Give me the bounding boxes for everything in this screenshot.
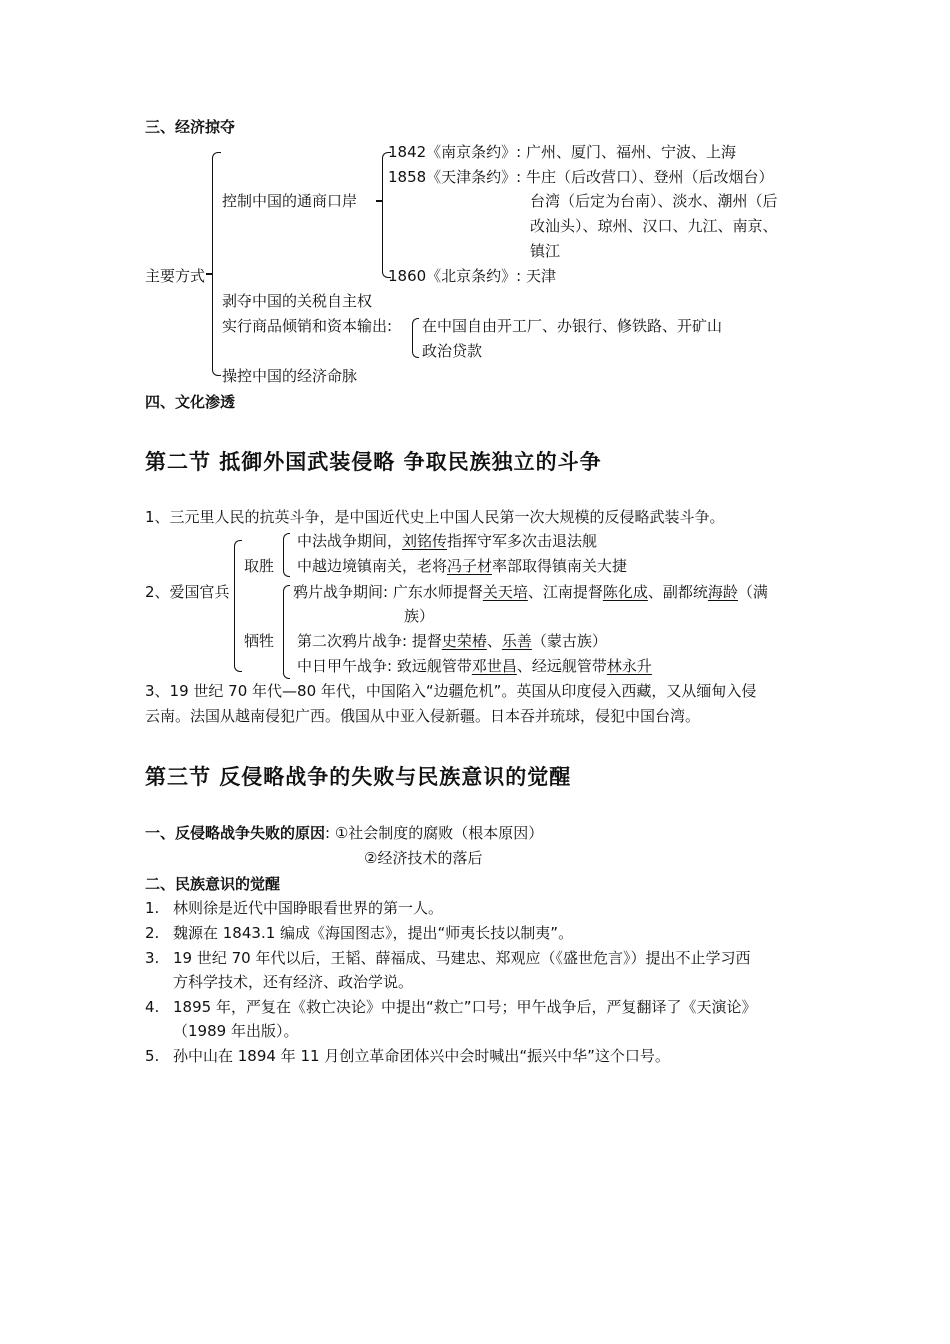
list-item-num: 3. (145, 949, 160, 967)
section-3-title: 第三节 反侵略战争的失败与民族意识的觉醒 (145, 764, 572, 789)
hero-name: 刘铭传 (402, 532, 448, 550)
patriotic-soldiers-label: 2、爱国官兵 (145, 583, 230, 601)
sacrifice-line-1-cont: 族） (404, 607, 435, 625)
paragraph-3-line-1: 3、19 世纪 70 年代—80 年代，中国陷入“边疆危机”。英国从印度侵入西藏，又从缅甸入侵 (145, 682, 757, 700)
text: 、副都统 (647, 583, 708, 601)
list-item: 林则徐是近代中国睁眼看世界的第一人。 (173, 899, 444, 917)
victory-line-2 (297, 556, 627, 576)
list-item: 1895 年，严复在《救亡决论》中提出“救亡”口号；甲午战争后，严复翻译了《天演论》 (173, 998, 757, 1016)
hero-name: 陈化成 (602, 583, 648, 601)
text: （蒙古族） (531, 632, 607, 650)
sacrifice-brace (283, 585, 290, 679)
text: 中越边境镇南关，老将 (297, 557, 448, 575)
dumping-sub-1: 在中国自由开工厂、办银行、修铁路、开矿山 (422, 317, 723, 335)
text: 、江南提督 (527, 583, 603, 601)
sacrifice-line-2 (297, 631, 607, 651)
text: 、经远舰管带 (516, 657, 607, 675)
victory-brace (283, 533, 290, 577)
dumping-item: 实行商品倾销和资本输出: (222, 317, 393, 335)
hero-name: 邓世昌 (471, 657, 517, 675)
hero-name: 冯子材 (447, 557, 493, 575)
sacrifice-line-1 (293, 582, 768, 602)
victory-label: 取胜 (244, 557, 275, 575)
list-item: 魏源在 1843.1 编成《海国图志》，提出“师夷长技以制夷”。 (173, 924, 574, 942)
treaty-tianjin: 1858《天津条约》: 牛庄（后改营口）、登州（后改烟台） (388, 168, 774, 186)
tariff-item: 剥夺中国的关税自主权 (222, 292, 373, 310)
brace-tick (206, 273, 213, 275)
hero-name: 关天培 (482, 583, 528, 601)
sacrifice-label: 牺牲 (244, 632, 275, 650)
soldiers-brace (234, 540, 242, 672)
list-item-cont: （1989 年出版）。 (173, 1022, 299, 1040)
text: 中法战争期间， (297, 532, 403, 550)
treaty-tianjin-line2: 台湾（后定为台南）、淡水、潮州（后 (530, 192, 778, 210)
list-item-num: 1. (145, 899, 160, 917)
failure-reason-2: ②经济技术的落后 (364, 849, 483, 867)
text: （满 (737, 583, 768, 601)
sacrifice-line-3 (297, 656, 652, 676)
text: 指挥守军多次击退法舰 (447, 532, 598, 550)
list-item-num: 5. (145, 1047, 160, 1065)
main-methods-brace (212, 152, 221, 376)
treaty-nanjing: 1842《南京条约》: 广州、厦门、福州、宁波、上海 (388, 143, 736, 161)
paragraph-3-line-2: 云南。法国从越南侵犯广西。俄国从中亚入侵新疆。日本吞并琉球，侵犯中国台湾。 (145, 707, 701, 725)
list-item: 19 世纪 70 年代以后，王韬、薛福成、马建忠、郑观应（《盛世危言》）提出不止学习西 (173, 949, 751, 967)
failure-reasons (145, 823, 543, 843)
hero-name: 史荣椿 (441, 632, 487, 650)
list-item-cont: 方科学技术，还有经济、政治学说。 (173, 973, 414, 991)
text: 第二次鸦片战争: 提督 (297, 632, 442, 650)
main-methods-label: 主要方式 (145, 267, 206, 285)
section-2-title: 第二节 抵御外国武装侵略 争取民族独立的斗争 (145, 449, 602, 474)
hero-name: 海龄 (707, 583, 738, 601)
list-item-num: 2. (145, 924, 160, 942)
hero-name: 林永升 (606, 657, 652, 675)
treaty-tianjin-line4: 镇江 (530, 242, 561, 260)
text: 鸦片战争期间: 广东水师提督 (293, 583, 483, 601)
text: 率部取得镇南关大捷 (492, 557, 628, 575)
awakening-heading: 二、民族意识的觉醒 (145, 875, 281, 893)
section-heading-cultural: 四、文化渗透 (145, 393, 236, 411)
hero-name: 乐善 (501, 632, 532, 650)
list-item: 孙中山在 1894 年 11 月创立革命团体兴中会时喊出“振兴中华”这个口号。 (173, 1047, 670, 1065)
control-item: 操控中国的经济命脉 (222, 367, 358, 385)
dumping-sub-2: 政治贷款 (422, 342, 483, 360)
brace-tick (376, 200, 383, 202)
dumping-brace (412, 318, 419, 358)
paragraph-1: 1、三元里人民的抗英斗争，是中国近代史上中国人民第一次大规模的反侵略武装斗争。 (145, 508, 725, 526)
treaty-tianjin-line3: 改汕头）、琼州、汉口、九江、南京、 (530, 217, 778, 235)
section-heading-economic-plunder: 三、经济掠夺 (145, 118, 236, 136)
treaty-beijing: 1860《北京条约》: 天津 (388, 267, 556, 285)
victory-line-1 (297, 531, 597, 551)
failure-reason-1: : ①社会制度的腐败（根本原因） (325, 824, 544, 842)
failure-reasons-heading: 一、反侵略战争失败的原因 (145, 824, 326, 842)
text: 中日甲午战争: 致远舰管带 (297, 657, 472, 675)
list-item-num: 4. (145, 998, 160, 1016)
ports-label: 控制中国的通商口岸 (222, 192, 358, 210)
text: 、 (486, 632, 502, 650)
